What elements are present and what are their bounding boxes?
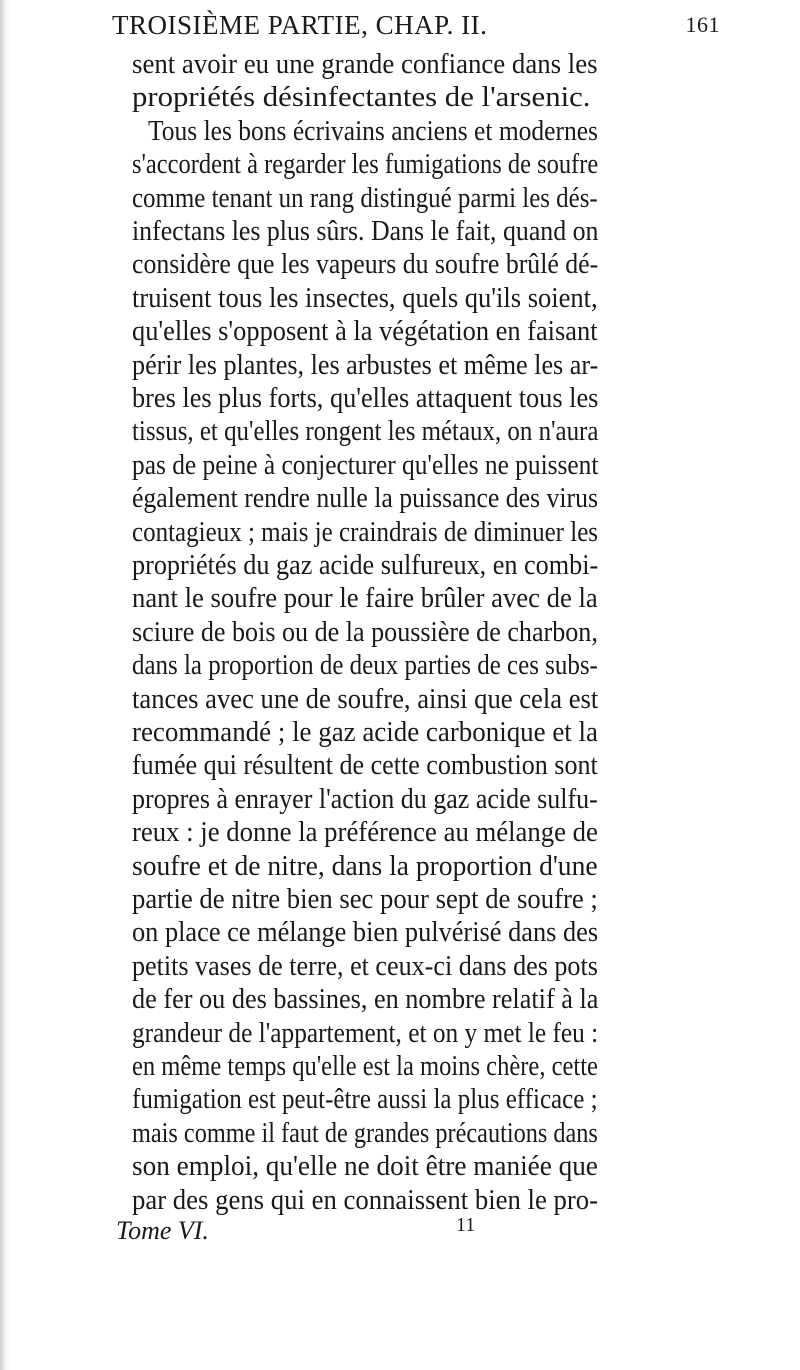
text-line: recommandé ; le gaz acide carbonique et la [132, 717, 598, 748]
text-line: Tous les bons écrivains anciens et modernes [148, 115, 598, 147]
text-line: dans la proportion de deux parties de ces subs- [132, 650, 598, 682]
text-line: grandeur de l'appartement, et on y met le feu : [132, 1017, 599, 1049]
text-line: tances avec une de soufre, ainsi que cela est [132, 683, 599, 715]
text-line: petits vases de terre, et ceux-ci dans des pots [132, 950, 598, 982]
text-line: contagieux ; mais je craindrais de diminuer les [132, 516, 599, 548]
page-number: 161 [685, 12, 720, 37]
text-line: partie de nitre bien sec pour sept de soufre ; [132, 884, 598, 915]
text-line: bres les plus forts, qu'elles attaquent tous les [132, 383, 599, 414]
text-line: reux : je donne la préférence au mélange de [132, 817, 598, 849]
text-line: soufre et de nitre, dans la proportion d'une [132, 850, 598, 882]
text-line: considère que les vapeurs du soufre brûlé dé- [132, 249, 599, 281]
text-line: en même temps qu'elle est la moins chère, cette [132, 1051, 598, 1082]
text-line: sciure de bois ou de la poussière de charbon, [132, 616, 598, 648]
text-line: périr les plantes, les arbustes et même les ar- [132, 349, 599, 381]
text-line: fumée qui résultent de cette combustion sont [132, 750, 598, 782]
text-line: nant le soufre pour le faire brûler avec de la [132, 583, 598, 615]
text-line: également rendre nulle la puissance des virus [132, 483, 598, 515]
text-line: de fer ou des bassines, en nombre relatif à la [132, 984, 599, 1016]
text-line: fumigation est peut-être aussi la plus efficace ; [132, 1084, 598, 1116]
page-header [90, 4, 720, 40]
text-line: on place ce mélange bien pulvérisé dans des [132, 917, 599, 949]
text-line: tissus, et qu'elles rongent les métaux, on n'aura [132, 416, 599, 448]
page-binding-edge [0, 0, 10, 1370]
text-line: infectans les plus sûrs. Dans le fait, quand on [132, 216, 599, 247]
text-line: qu'elles s'opposent à la végétation en faisant [132, 316, 598, 348]
text-line: propriétés désinfectantes de l'arsenic. [132, 82, 591, 114]
text-line: propriétés du gaz acide sulfureux, en combi- [132, 550, 599, 581]
text-line: comme tenant un rang distingué parmi les dés- [132, 182, 598, 214]
volume-label: Tome VI. [116, 1216, 209, 1245]
signature-mark: 11 [456, 1214, 476, 1236]
running-title: TROISIÈME PARTIE, CHAP. II. [112, 10, 488, 40]
text-line: mais comme il faut de grandes précautions dans [132, 1117, 598, 1149]
text-line: truisent tous les insectes, quels qu'ils soient, [132, 282, 598, 314]
page-footer [116, 1216, 556, 1250]
text-line: pas de peine à conjecturer qu'elles ne puissent [132, 449, 599, 481]
text-line: s'accordent à regarder les fumigations de soufre [132, 149, 599, 181]
text-line: son emploi, qu'elle ne doit être maniée que [132, 1151, 598, 1183]
text-line: par des gens qui en connaissent bien le pro- [132, 1184, 599, 1216]
text-line: propres à enrayer l'action du gaz acide sulfu- [132, 783, 598, 815]
text-line: sent avoir eu une grande confiance dans les [132, 49, 598, 80]
